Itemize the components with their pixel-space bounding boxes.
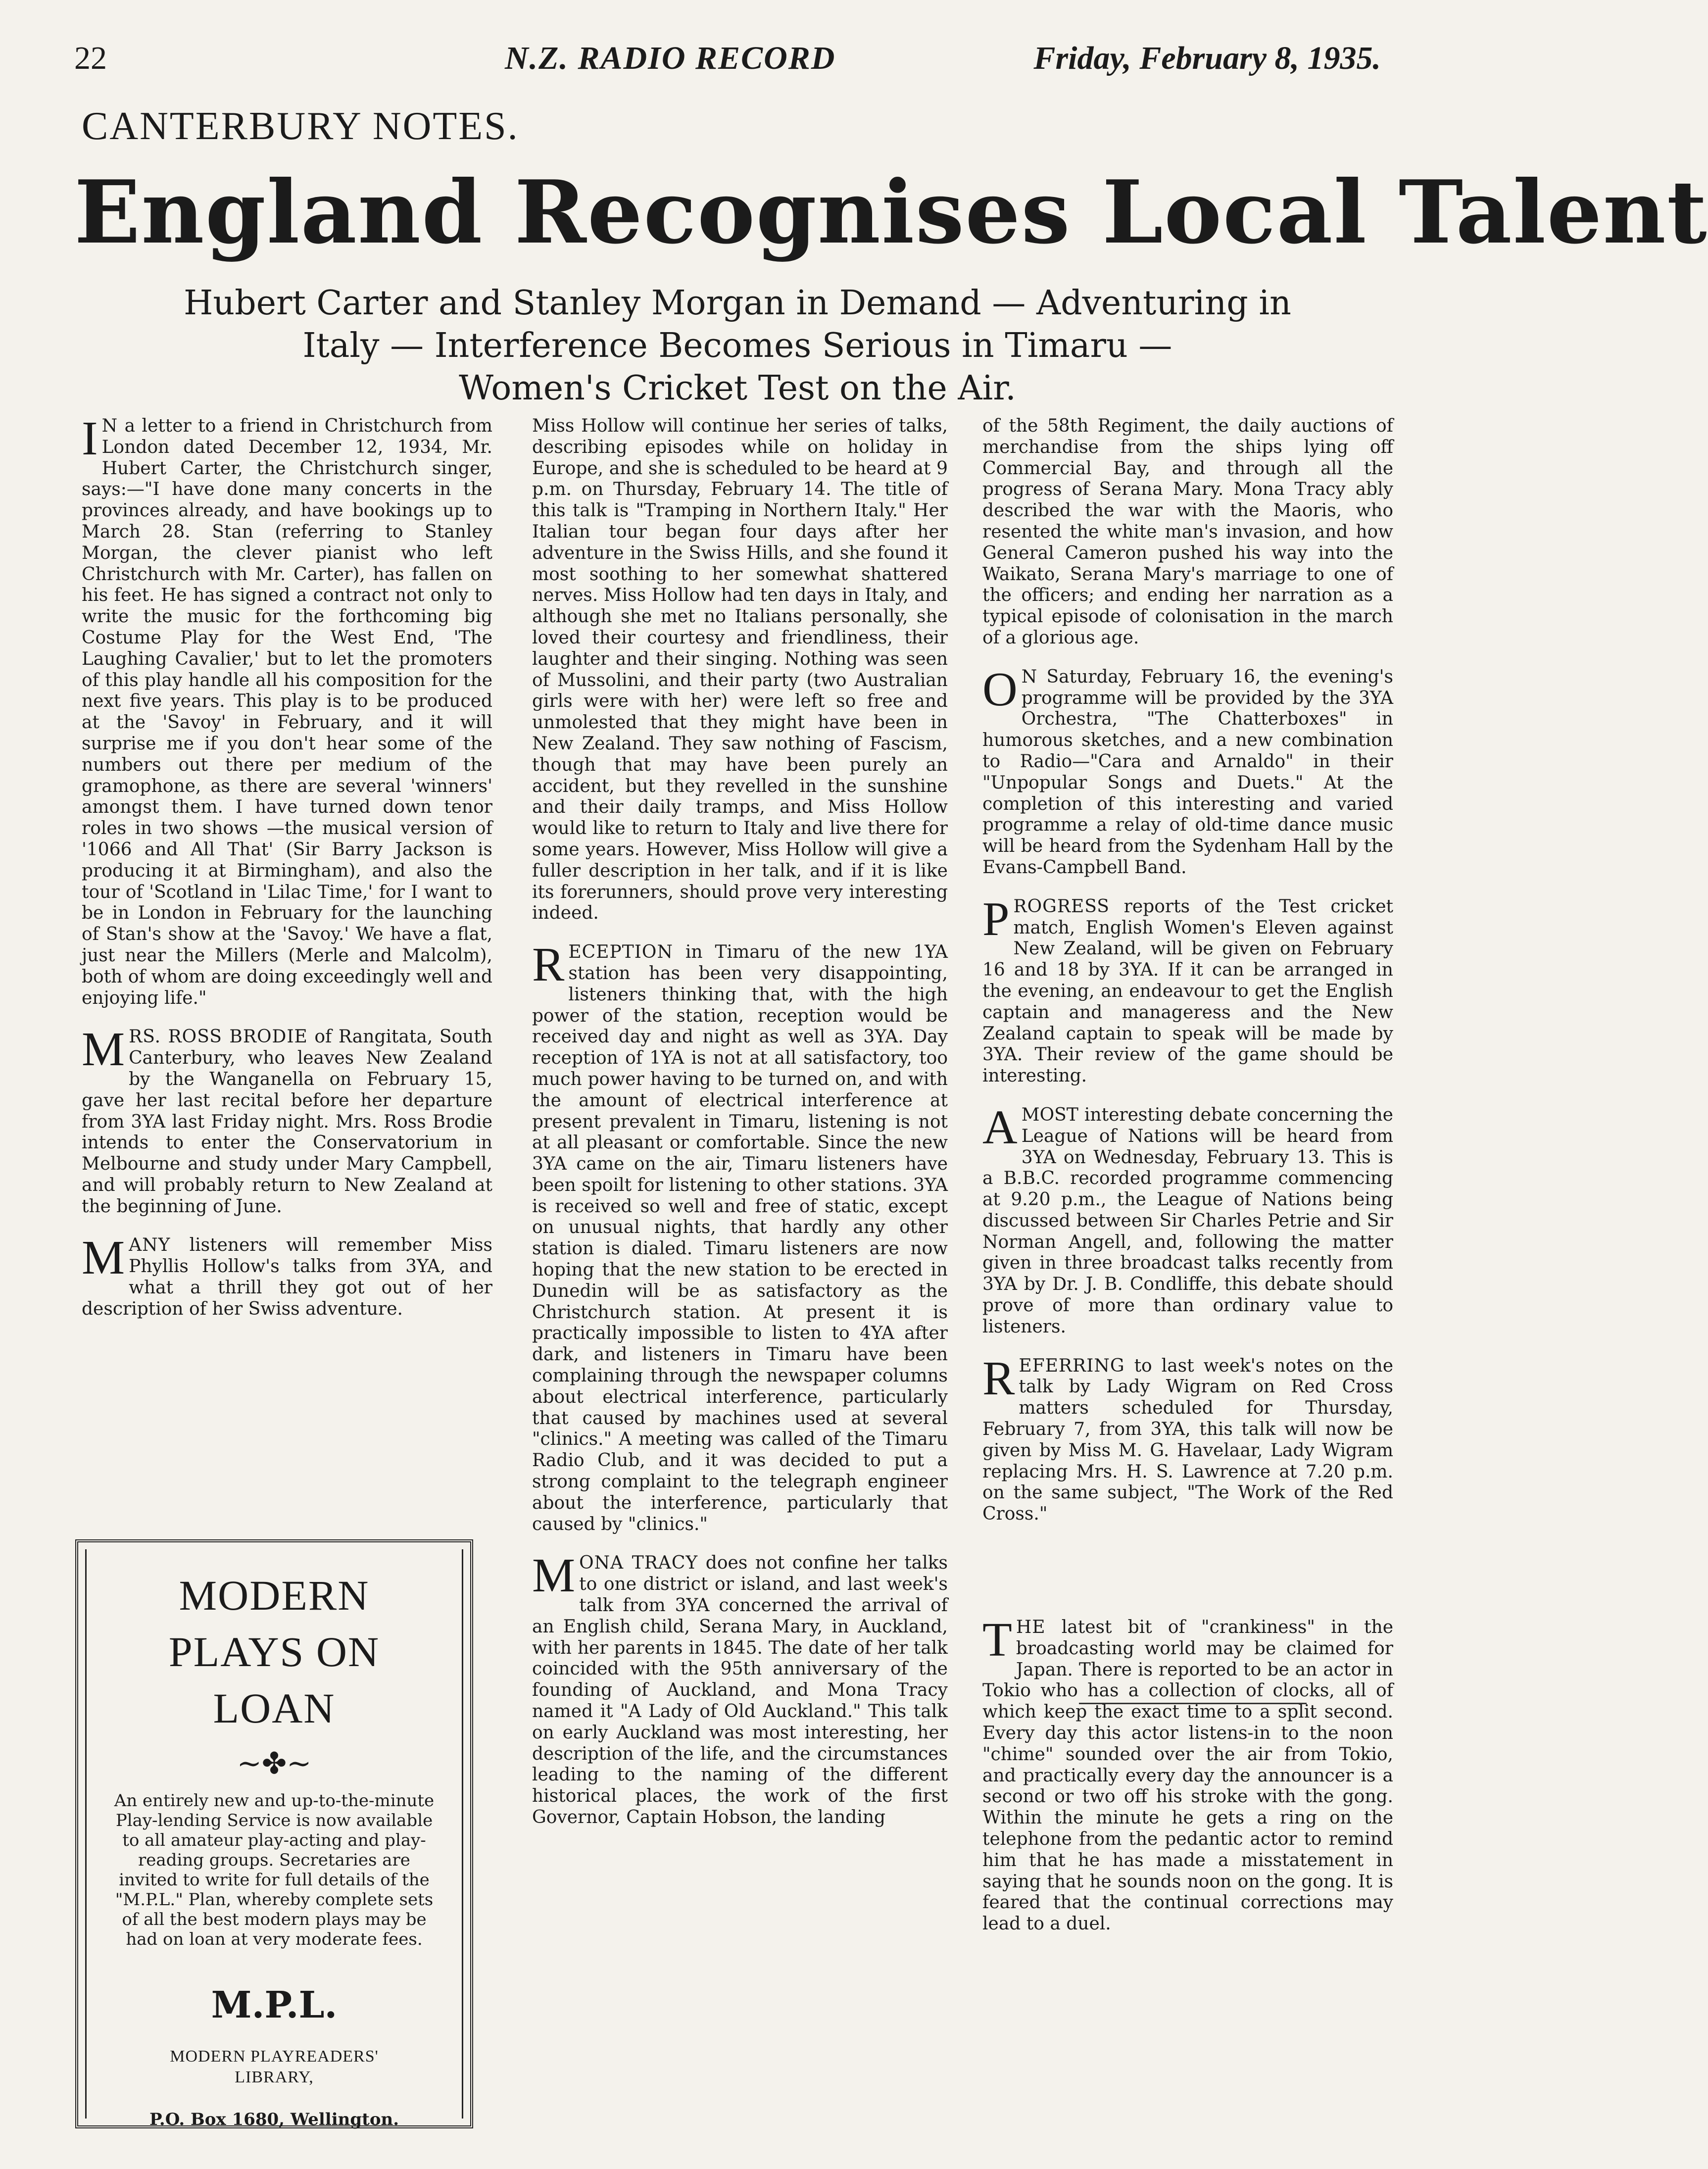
drop-initial: P: [982, 892, 1010, 946]
article-body: to last week's notes on the talk by Lady Wigram on Red Cross matters scheduled for Thursday, February 7, from 3YA, this talk will now be given by Miss M. G. Havelaar, Lady Wigram replacing Mrs. H. S. Lawrence at 7.20 p.m. on the same subject, "The Work of the Red Cross.": [982, 1355, 1393, 1525]
article-carter: [82, 412, 492, 1009]
article-cricket: [982, 892, 1393, 1087]
page-number: 22: [74, 40, 107, 76]
ad-title-line: MODERN: [179, 1572, 370, 1619]
divider-rule: [1079, 1703, 1307, 1704]
article-saturday: [982, 662, 1393, 879]
drop-initial: M: [82, 1023, 125, 1077]
article-body: of Rangitata, South Canterbury, who leaves New Zealand by the Wanganella on February 15, gave her last recital before her departure from 3YA last Friday night. Mrs. Ross Brodie intends to enter the Conservatorium in Melbourne and study under Mary Campbell, and will probably return to New Zealand at the beginning of June.: [82, 1027, 492, 1217]
article-body: listeners will remember Miss Phyllis Hollow's talks from 3YA, and what a thrill they got out of her description of her Swiss adventure.: [82, 1235, 492, 1319]
lead-in: HE: [1016, 1617, 1046, 1638]
lead-in: ONA TRACY: [579, 1553, 698, 1574]
advertisement-box: [75, 1539, 473, 2128]
article-debate: [982, 1100, 1393, 1338]
ornament-icon: ~✤~: [237, 1746, 312, 1781]
lead-in: ROGRESS: [1013, 896, 1110, 917]
issue-date: Friday, February 8, 1935.: [1033, 40, 1381, 76]
column-1: [82, 412, 492, 1338]
drop-initial: O: [982, 662, 1018, 716]
lead-in: RS. ROSS BRODIE: [129, 1027, 308, 1047]
article-reception: [532, 938, 948, 1535]
headline: England Recognises Local Talent: [74, 162, 1708, 263]
section-label: CANTERBURY NOTES.: [82, 104, 519, 148]
column-2: [532, 416, 948, 1846]
ad-org-line: LIBRARY,: [235, 2068, 314, 2086]
article-crankiness: [982, 1613, 1393, 1935]
drop-initial: I: [82, 412, 98, 465]
article-body: latest bit of "crankiness" in the broadcasting world may be claimed for Japan. There is reported to be an actor in Tokio who has a collection of clocks, all of which keep the exact time to a split second. Every day this actor listens-in to the noon "chime" sounded over the air from Tokio, and practically every day the announcer is a second or two off his stroke with the gong. Within the minute he gets a ring on the telephone from the pedantic actor to remind him that he has made a misstatement in saying that he sounds noon on the gong. It is feared that the continual corrections may lead to a duel.: [982, 1617, 1393, 1934]
article-tracy: [532, 1549, 948, 1828]
publication-title: N.Z. RADIO RECORD: [505, 40, 836, 76]
article-body: MOST interesting debate concerning the League of Nations will be heard from 3YA on Wednesday, February 13. This is a B.B.C. recorded programme commencing at 9.20 p.m., the League of Nations being discussed between Sir Charles Petrie and Sir Norman Angell, and, following the matter given in three broadcast talks recently from 3YA by Dr. J. B. Condliffe, this debate should prove of more than ordinary value to listeners.: [982, 1104, 1393, 1337]
subheadline-line: Women's Cricket Test on the Air.: [459, 369, 1016, 408]
lead-in: N: [1021, 666, 1038, 687]
drop-initial: M: [532, 1549, 576, 1603]
ad-title: [106, 1567, 442, 1736]
article-body: in Timaru of the new 1YA station has been very disappointing, listeners thinking that, with the high power of the station, reception would be received day and night as well as 3YA. Day reception of 1YA is not at all satisfactory, too much power having to be turned on, and with the amount of electrical interference at present prevalent in Timaru, listening is not at all pleasant or comfortable. Since the new 3YA came on the air, Timaru listeners have been spoilt for listening to other stations. 3YA is received so well and free of static, except on unusual nights, that hardly any other station is dialed. Timaru listeners are now hoping that the new station to be erected in Dunedin will be as satisfactory as the Christchurch station. At present it is practically impossible to listen to 4YA after dark, and listeners in Timaru have been complaining through the newspaper columns about electrical interference, particularly that caused by machines used at several "clinics." A meeting was called of the Timaru Radio Club, and it was decided to put a strong complaint to the telegraph engineer about the interference, particularly that caused by "clinics.": [532, 942, 948, 1534]
ad-organisation: [106, 2046, 442, 2088]
article-body: reports of the Test cricket match, English Women's Eleven against New Zealand, will be given on February 16 and 18 by 3YA. If it can be arranged in the evening, an endeavour to get the English captain and manageress and the New Zealand captain to speak will be made by 3YA. Their review of the game should be interesting.: [982, 896, 1393, 1086]
drop-initial: M: [82, 1231, 125, 1285]
article-hollow-continued: Miss Hollow will continue her series of talks, describing episodes while on holiday in Europe, and she is scheduled to be heard at 9 p.m. on Thursday, February 14. The title of this talk is "Tramping in Northern Italy." Her Italian tour began four days after her adventure in the Swiss Hills, and she found it most soothing to her somewhat shattered nerves. Miss Hollow had ten days in Italy, and although she met no Italians personally, she loved their courtesy and friendliness, their laughter and their singing. Nothing was seen of Mussolini, and their party (two Australian girls were with her) were left so free and unmolested that they might have been in New Zealand. They saw nothing of Fascism, though that may have been purely an accident, but they revelled in the sunshine and their daily tramps, and Miss Hollow would like to return to Italy and live there for some years. However, Miss Hollow will give a fuller description in her talk, and if it is like its forerunners, should prove very interesting indeed.: [532, 416, 948, 924]
drop-initial: R: [532, 938, 565, 992]
lead-in: ECEPTION: [568, 942, 673, 963]
subheadline-line: Hubert Carter and Stanley Morgan in Demand — Adventuring in: [184, 284, 1291, 323]
ad-brand: M.P.L.: [211, 1984, 338, 2026]
ad-org-line: MODERN PLAYREADERS': [170, 2047, 379, 2066]
drop-initial: R: [982, 1351, 1015, 1405]
lead-in: N: [101, 416, 118, 436]
article-brodie: [82, 1023, 492, 1217]
drop-initial: T: [982, 1613, 1012, 1667]
ad-body: An entirely new and up-to-the-minute Play-lending Service is now available to all amateur play-acting and play-reading groups. Secretaries are invited to write for full details of the "M.P.L." Plan, whereby complete sets of all the best modern plays may be had on loan at very moderate fees.: [114, 1791, 435, 1949]
article-tracy-continued: of the 58th Regiment, the daily auctions of merchandise from the ships lying off Commercial Bay, and through all the progress of Serana Mary. Mona Tracy ably described the war with the Maoris, who resented the white man's invasion, and how General Cameron pushed his way into the Waikato, Serana Mary's marriage to one of the officers; and ending her narration as a typical episode of colonisation in the march of a glorious age.: [982, 416, 1393, 648]
lead-in: EFERRING: [1019, 1355, 1125, 1376]
lead-in: ANY: [129, 1235, 171, 1256]
ad-title-line: PLAYS ON: [168, 1628, 380, 1676]
subheadline: [84, 282, 1391, 410]
ad-title-line: LOAN: [213, 1684, 336, 1732]
article-hollow: [82, 1231, 492, 1320]
article-body: a letter to a friend in Christchurch from London dated December 12, 1934, Mr. Hubert Carter, the Christchurch singer, says:—"I have done many concerts in the provinces already, and have bookings up to March 28. Stan (referring to Stanley Morgan, the clever pianist who left Christchurch with Mr. Carter), has fallen on his feet. He has signed a contract not only to write the music for the forthcoming big Costume Play for the West End, 'The Laughing Cavalier,' but to let the promoters of this play handle all his composition for the next five years. This play is to be produced at the 'Savoy' in February, and it will surprise me if you don't hear some of the numbers out there per medium of the gramophone, as there are several 'winners' amongst them. I have turned down tenor roles in two shows —the musical version of '1066 and All That' (Sir Barry Jackson is producing it at Birmingham), and also the tour of 'Scotland in 'Lilac Time,' for I want to be in London in February for the launching of Stan's show at the 'Savoy.' We have a flat, just near the Millers (Merle and Malcolm), both of whom are doing exceedingly well and enjoying life.": [82, 416, 492, 1008]
article-body: does not confine her talks to one district or island, and last week's talk from 3YA concerned the arrival of an English child, Serana Mary, in Auckland, with her parents in 1845. The date of her talk coincided with the 95th anniversary of the founding of Auckland, and Mona Tracy named it "A Lady of Old Auckland." This talk on early Auckland was most interesting, her description of the life, and the circumstances leading to the naming of the different historical places, the work of the first Governor, Captain Hobson, the landing: [532, 1553, 948, 1827]
article-body: Saturday, February 16, the evening's programme will be provided by the 3YA Orchestra, "The Chatterboxes" in humorous sketches, and a new combination to Radio—"Cara and Arnaldo" in their "Unpopular Songs and Duets." At the completion of this interesting and varied programme a relay of old-time dance music will be heard from the Sydenham Hall by the Evans-Campbell Band.: [982, 666, 1393, 878]
ad-address: P.O. Box 1680, Wellington.: [149, 2110, 399, 2129]
column-3: [982, 416, 1393, 1953]
subheadline-line: Italy — Interference Becomes Serious in Timaru —: [302, 326, 1172, 365]
article-redcross: [982, 1351, 1393, 1525]
spacer: [982, 1543, 1393, 1617]
drop-initial: A: [982, 1100, 1018, 1154]
running-header: [74, 40, 1381, 84]
